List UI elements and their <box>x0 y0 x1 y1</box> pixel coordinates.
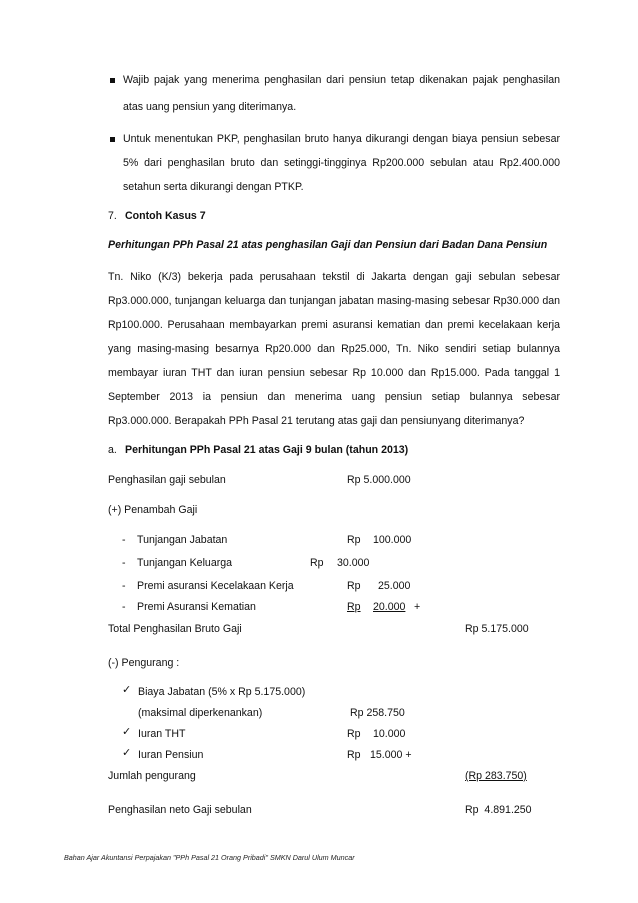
penambah-label: (+) Penambah Gaji <box>108 504 198 516</box>
plus-sign: + <box>414 601 421 613</box>
item-rp: Rp <box>347 580 361 592</box>
bullet-2-line-3: setahun serta dikurangi dengan PTKP. <box>123 181 304 193</box>
bullet-2-line-2: 5% dari penghasilan bruto dan setinggi-tingginya Rp200.000 sebulan atau Rp2.400.000 <box>123 157 560 169</box>
item-value: 100.000 <box>373 534 412 546</box>
neto-label: Penghasilan neto Gaji sebulan <box>108 804 252 816</box>
item-dash: - <box>122 534 126 546</box>
bruto-value: Rp 5.175.000 <box>465 623 529 635</box>
neto-value: Rp 4.891.250 <box>465 804 532 816</box>
pengurang-label: (-) Pengurang : <box>108 657 180 669</box>
item-rp: Rp <box>347 534 361 546</box>
check-mark-icon: ✓ <box>122 726 132 738</box>
iuran-tht-value: 10.000 <box>373 728 406 740</box>
item-rp: Rp <box>347 601 361 613</box>
bullet-1-line-1: Wajib pajak yang menerima penghasilan dari pensiun tetap dikenakan pajak penghasilan <box>123 74 560 86</box>
case-line-1: Tn. Niko (K/3) bekerja pada perusahaan tekstil di Jakarta dengan gaji sebulan sebesar <box>108 271 560 283</box>
iuran-tht-label: Iuran THT <box>138 728 186 740</box>
iuran-tht-rp: Rp <box>347 728 361 740</box>
item-value: 30.000 <box>337 557 370 569</box>
item-dash: - <box>122 557 126 569</box>
bullet-2-line-1: Untuk menentukan PKP, penghasilan bruto hanya dikurangi dengan biaya pensiun sebesar <box>123 133 560 145</box>
case-line-5: membayar iuran THT dan iuran pensiun sebesar Rp 10.000 dan Rp15.000. Pada tanggal 1 <box>108 367 560 379</box>
check-mark-icon: ✓ <box>122 747 132 759</box>
square-bullet-icon <box>110 78 115 83</box>
section-number: 7. <box>108 210 117 222</box>
bullet-1-line-2: atas uang pensiun yang diterimanya. <box>123 101 297 113</box>
bruto-label: Total Penghasilan Bruto Gaji <box>108 623 242 635</box>
iuran-pensiun-label: Iuran Pensiun <box>138 749 204 761</box>
case-subtitle: Perhitungan PPh Pasal 21 atas penghasilan Gaji dan Pensiun dari Badan Dana Pensiun <box>108 239 548 251</box>
item-value: 20.000 <box>373 601 406 613</box>
case-line-6: September 2013 ia pensiun dan menerima uang pensiun setiap bulannya sebesar <box>108 391 560 403</box>
jumlah-pengurang-label: Jumlah pengurang <box>108 770 196 782</box>
biaya-jabatan-note: (maksimal diperkenankan) <box>138 707 263 719</box>
square-bullet-icon <box>110 137 115 142</box>
biaya-jabatan-value: Rp 258.750 <box>350 707 405 719</box>
page-footer: Bahan Ajar Akuntansi Perpajakan "PPh Pasal 21 Orang Pribadi" SMKN Darul Ulum Muncar <box>64 853 355 862</box>
check-mark-icon: ✓ <box>122 684 132 696</box>
case-line-3: Rp100.000. Perusahaan membayarkan premi asuransi kematian dan premi kecelakaan kerja <box>108 319 560 331</box>
case-line-4: yang masing-masing besarnya Rp20.000 dan Rp25.000, Tn. Niko sendiri setiap bulannya <box>108 343 560 355</box>
item-dash: - <box>122 580 126 592</box>
item-rp: Rp <box>310 557 324 569</box>
iuran-pensiun-rp: Rp <box>347 749 361 761</box>
part-a-title: Perhitungan PPh Pasal 21 atas Gaji 9 bulan (tahun 2013) <box>125 444 409 456</box>
gaji-label: Penghasilan gaji sebulan <box>108 474 226 486</box>
jumlah-pengurang-value: (Rp 283.750) <box>465 770 527 782</box>
gaji-value: Rp 5.000.000 <box>347 474 411 486</box>
item-label: Tunjangan Jabatan <box>137 534 228 546</box>
case-line-7: Rp3.000.000. Berapakah PPh Pasal 21 terutang atas gaji dan pensiunyang diterimanya? <box>108 415 525 427</box>
section-title: Contoh Kasus 7 <box>125 210 206 222</box>
biaya-jabatan-label: Biaya Jabatan (5% x Rp 5.175.000) <box>138 686 306 698</box>
item-dash: - <box>122 601 126 613</box>
iuran-pensiun-value: 15.000 + <box>370 749 412 761</box>
item-value: 25.000 <box>378 580 411 592</box>
item-label: Premi Asuransi Kematian <box>137 601 256 613</box>
item-label: Tunjangan Keluarga <box>137 557 233 569</box>
case-line-2: Rp3.000.000, tunjangan keluarga dan tunjangan jabatan masing-masing sebesar Rp30.000 dan <box>108 295 560 307</box>
item-label: Premi asuransi Kecelakaan Kerja <box>137 580 294 592</box>
part-a-letter: a. <box>108 444 117 456</box>
